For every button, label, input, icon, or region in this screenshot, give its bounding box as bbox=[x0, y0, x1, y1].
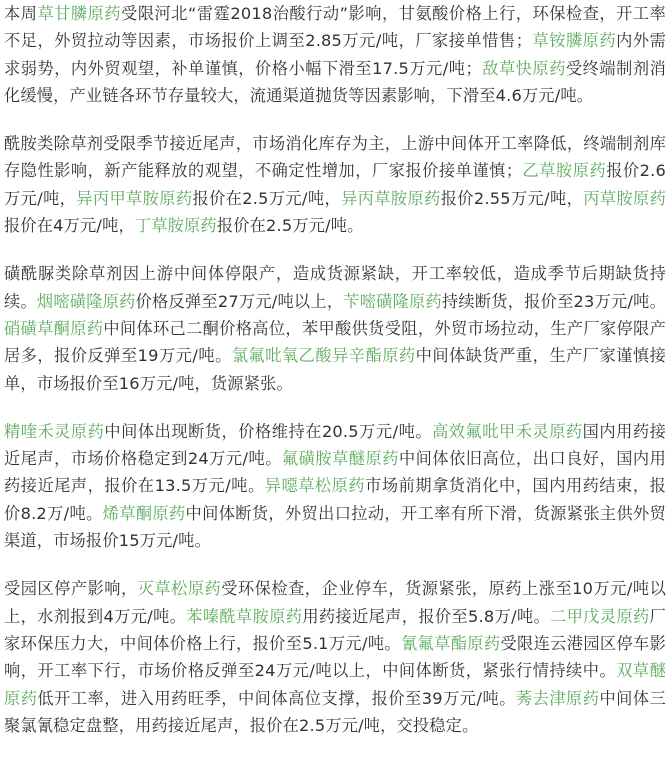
text-segment: 报价2.6万元/吨， bbox=[4, 161, 666, 208]
text-segment: 中间体环己二酮价格高位，苯甲酸供货受阻，外贸市场拉动，生产厂家停限产居多，报价反弹至19万元/吨。 bbox=[4, 318, 666, 366]
product-highlight: 丁草胺原药 bbox=[134, 216, 217, 236]
paragraph-quizalofop-and-others bbox=[4, 418, 666, 554]
product-highlight: 敌草快原药 bbox=[481, 58, 566, 78]
product-highlight: 苄嘧磺隆原药 bbox=[343, 291, 442, 311]
text-segment: 中间体断货，外贸出口拉动，开工率有所下滑，货源紧张主供外贸渠道，市场报价15万元/吨。 bbox=[4, 503, 666, 551]
text-segment: 报价在2.5万元/吨。 bbox=[216, 216, 364, 236]
product-highlight: 异丙草胺原药 bbox=[341, 188, 441, 208]
text-segment: 持续断货，报价至23万元/吨。 bbox=[441, 291, 666, 311]
text-segment: 受环保检查，企业停车，货源紧张，原药上涨至10万元/吨以上，水剂报到4万元/吨。 bbox=[4, 579, 666, 626]
text-segment: 市场前期拿货消化中，国内用药结束，报价8.2万/吨。 bbox=[4, 476, 666, 523]
product-highlight: 二甲戊灵原药 bbox=[550, 606, 650, 626]
product-highlight: 莠去津原药 bbox=[515, 688, 600, 708]
text-segment: 受园区停产影响， bbox=[4, 579, 138, 599]
product-highlight: 异噁草松原药 bbox=[264, 476, 366, 496]
product-highlight: 苯嗪酰草胺原药 bbox=[186, 606, 303, 626]
text-segment: 中间体缺货严重，生产厂家谨慎接单，市场报价至16万元/吨，货源紧张。 bbox=[4, 346, 666, 393]
text-segment: 受限河北“雷霆2018治酸行动”影响，甘氨酸价格上行，环保检查，开工率不足，外贸拉动等因素，市场报价上调至2.85万元/吨，厂家接单惜售； bbox=[4, 4, 666, 51]
text-segment: 厂家环保压力大，中间体价格上行，报价至5.1万元/吨。 bbox=[4, 606, 666, 653]
product-highlight: 硝磺草酮原药 bbox=[4, 318, 104, 338]
product-highlight: 氰氟草酯原药 bbox=[401, 633, 501, 653]
paragraph-sulfonylurea-herbicides bbox=[4, 260, 666, 396]
product-highlight: 丙草胺原药 bbox=[583, 188, 666, 208]
product-highlight: 草甘膦原药 bbox=[37, 4, 122, 23]
product-highlight: 双草醚原药 bbox=[4, 661, 666, 708]
text-segment: 受限连云港园区停车影响，开工率下行，市场价格反弹至24万元/吨以上，中间体断货，紧张行情持续中。 bbox=[4, 633, 666, 681]
product-highlight: 精喹禾灵原药 bbox=[4, 421, 105, 441]
text-segment: 报价在2.5万元/吨， bbox=[192, 188, 342, 208]
text-segment: 国内用药接近尾声，市场价格稳定到24万元/吨。 bbox=[4, 421, 666, 469]
paragraph-amide-herbicides bbox=[4, 130, 666, 239]
text-segment: 报价在4万元/吨， bbox=[4, 216, 135, 236]
product-highlight: 氟磺胺草醚原药 bbox=[281, 449, 399, 469]
product-highlight: 烯草酮原药 bbox=[102, 503, 186, 523]
product-highlight: 异丙甲草胺原药 bbox=[76, 188, 193, 208]
text-segment: 内外需求弱势，内外贸观望，补单谨慎，价格小幅下滑至17.5万元/吨； bbox=[4, 31, 666, 78]
text-segment: 受终端制剂消化缓慢，产业链各环节存量较大，流通渠道抛货等因素影响，下滑至4.6万元/吨。 bbox=[4, 58, 666, 105]
product-highlight: 灭草松原药 bbox=[137, 579, 222, 599]
product-highlight: 烟嘧磺隆原药 bbox=[36, 291, 136, 311]
product-highlight: 氯氟吡氧乙酸异辛酯原药 bbox=[231, 346, 416, 366]
text-segment: 本周 bbox=[4, 4, 38, 23]
text-segment: 用药接近尾声，报价至5.8万/吨。 bbox=[302, 606, 551, 626]
text-segment: 中间体依旧高位，出口良好，国内用药接近尾声，报价在13.5万元/吨。 bbox=[4, 449, 666, 496]
text-segment: 中间体出现断货，价格维持在20.5万元/吨。 bbox=[104, 421, 433, 441]
text-segment: 低开工率，进入用药旺季，中间体高位支撑，报价至39万元/吨。 bbox=[37, 688, 516, 708]
text-segment: 酰胺类除草剂受限季节接近尾声，市场消化库存为主，上游中间体开工率降低，终端制剂库存隐性影响，新产能释放的观望，不确定性增加，厂家报价接单谨慎； bbox=[4, 134, 666, 181]
product-highlight: 草铵膦原药 bbox=[532, 31, 617, 51]
text-segment: 中间体三聚氯氰稳定盘整，用药接近尾声，报价在2.5万元/吨，交投稳定。 bbox=[4, 688, 666, 735]
text-segment: 磺酰脲类除草剂因上游中间体停限产，造成货源紧缺，开工率较低，造成季节后期缺货持续。 bbox=[4, 264, 666, 311]
text-segment: 价格反弹至27万元/吨以上， bbox=[135, 291, 344, 311]
paragraph-park-shutdown-impact bbox=[4, 575, 666, 739]
text-segment: 报价2.55万元/吨， bbox=[440, 188, 584, 208]
product-highlight: 高效氟吡甲禾灵原药 bbox=[432, 421, 583, 441]
paragraph-glyphosate-market bbox=[4, 0, 666, 109]
product-highlight: 乙草胺原药 bbox=[522, 161, 607, 181]
